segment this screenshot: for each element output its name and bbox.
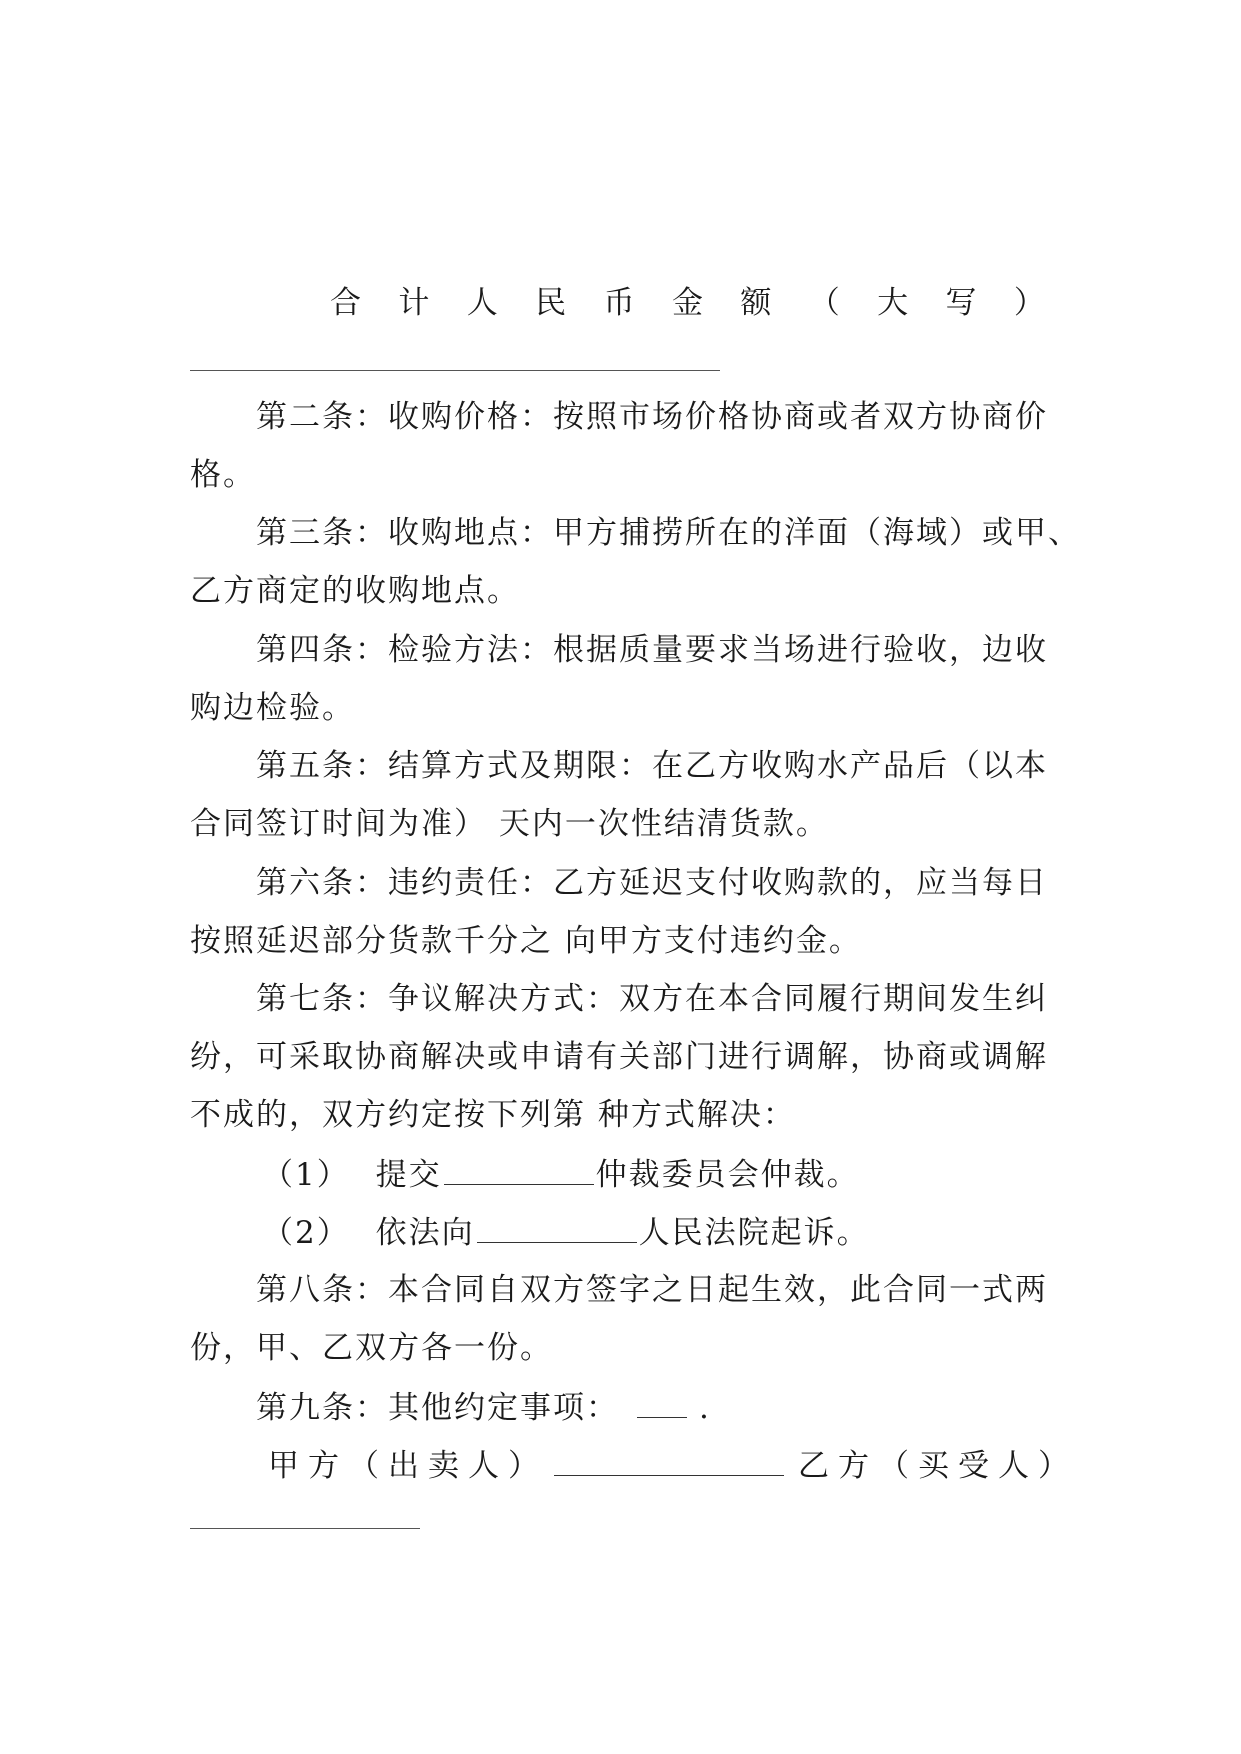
article-7-line-1: 第七条：争议解决方式：双方在本合同履行期间发生纠: [256, 981, 1048, 1017]
party-a-signature-blank[interactable]: [554, 1445, 784, 1476]
option-2-text-after: 人民法院起诉。: [638, 1215, 870, 1251]
total-amount-blank-line: [190, 370, 720, 371]
article-7-line-2: 纷，可采取协商解决或申请有关部门进行调解，协商或调解: [190, 1039, 1048, 1075]
article-3-line-2: 乙方商定的收购地点。: [190, 573, 520, 609]
total-char: （: [808, 285, 840, 321]
article-8-line-2: 份，甲、乙双方各一份。: [190, 1330, 553, 1366]
total-char: 合: [330, 285, 361, 321]
article-6-line-2: 按照延迟部分货款千分之 向甲方支付违约金。: [190, 923, 862, 959]
option-1-text-after: 仲裁委员会仲裁。: [595, 1157, 860, 1193]
court-name-blank[interactable]: [477, 1212, 637, 1243]
article-5-line-2: 合同签订时间为准） 天内一次性结清货款。: [190, 806, 829, 842]
total-char: 币: [603, 285, 635, 321]
article-3-line-1: 第三条：收购地点：甲方捕捞所在的洋面（海域）或甲、: [256, 515, 1081, 551]
article-4-line-1: 第四条：检验方法：根据质量要求当场进行验收，边收: [256, 632, 1048, 668]
article-7-line-3: 不成的，双方约定按下列第 种方式解决：: [190, 1097, 796, 1133]
total-char: 大: [877, 285, 909, 321]
article-4-line-2: 购边检验。: [190, 690, 355, 726]
option-2-number: （2）: [262, 1215, 350, 1251]
total-char: 计: [398, 285, 430, 321]
total-char: ）: [1013, 285, 1045, 321]
article-9-text: 第九条：其他约定事项：: [256, 1390, 619, 1426]
arbitration-commission-blank[interactable]: [444, 1154, 594, 1185]
article-8-line-1: 第八条：本合同自双方签字之日起生效，此合同一式两: [256, 1272, 1048, 1308]
total-char: 民: [535, 285, 567, 321]
option-1-number: （1）: [262, 1157, 350, 1193]
total-amount-line: [330, 283, 1045, 323]
signature-line: [268, 1445, 1078, 1486]
article-6-line-1: 第六条：违约责任：乙方延迟支付收购款的，应当每日: [256, 865, 1048, 901]
party-b-signature-blank[interactable]: [190, 1528, 420, 1529]
total-char: 写: [945, 285, 977, 321]
total-char: 金: [671, 285, 703, 321]
option-2-text-before: 依法向: [375, 1215, 475, 1251]
article-2-line-1: 第二条：收购价格：按照市场价格协商或者双方协商价: [256, 399, 1048, 435]
total-char: 人: [466, 285, 498, 321]
article-5-line-1: 第五条：结算方式及期限：在乙方收购水产品后（以本: [256, 748, 1048, 784]
option-1-text-before: 提交: [375, 1157, 442, 1193]
party-a-label: 甲方（出卖人）: [268, 1448, 548, 1484]
option-2-line: [262, 1212, 1050, 1253]
article-9-line: [256, 1387, 1050, 1428]
total-char: 额: [740, 285, 772, 321]
article-9-end: .: [699, 1390, 711, 1426]
option-1-line: [262, 1154, 1050, 1195]
other-matters-blank[interactable]: [637, 1387, 687, 1418]
article-2-line-2: 格。: [190, 457, 256, 493]
party-b-label: 乙方（买受人）: [798, 1448, 1078, 1484]
